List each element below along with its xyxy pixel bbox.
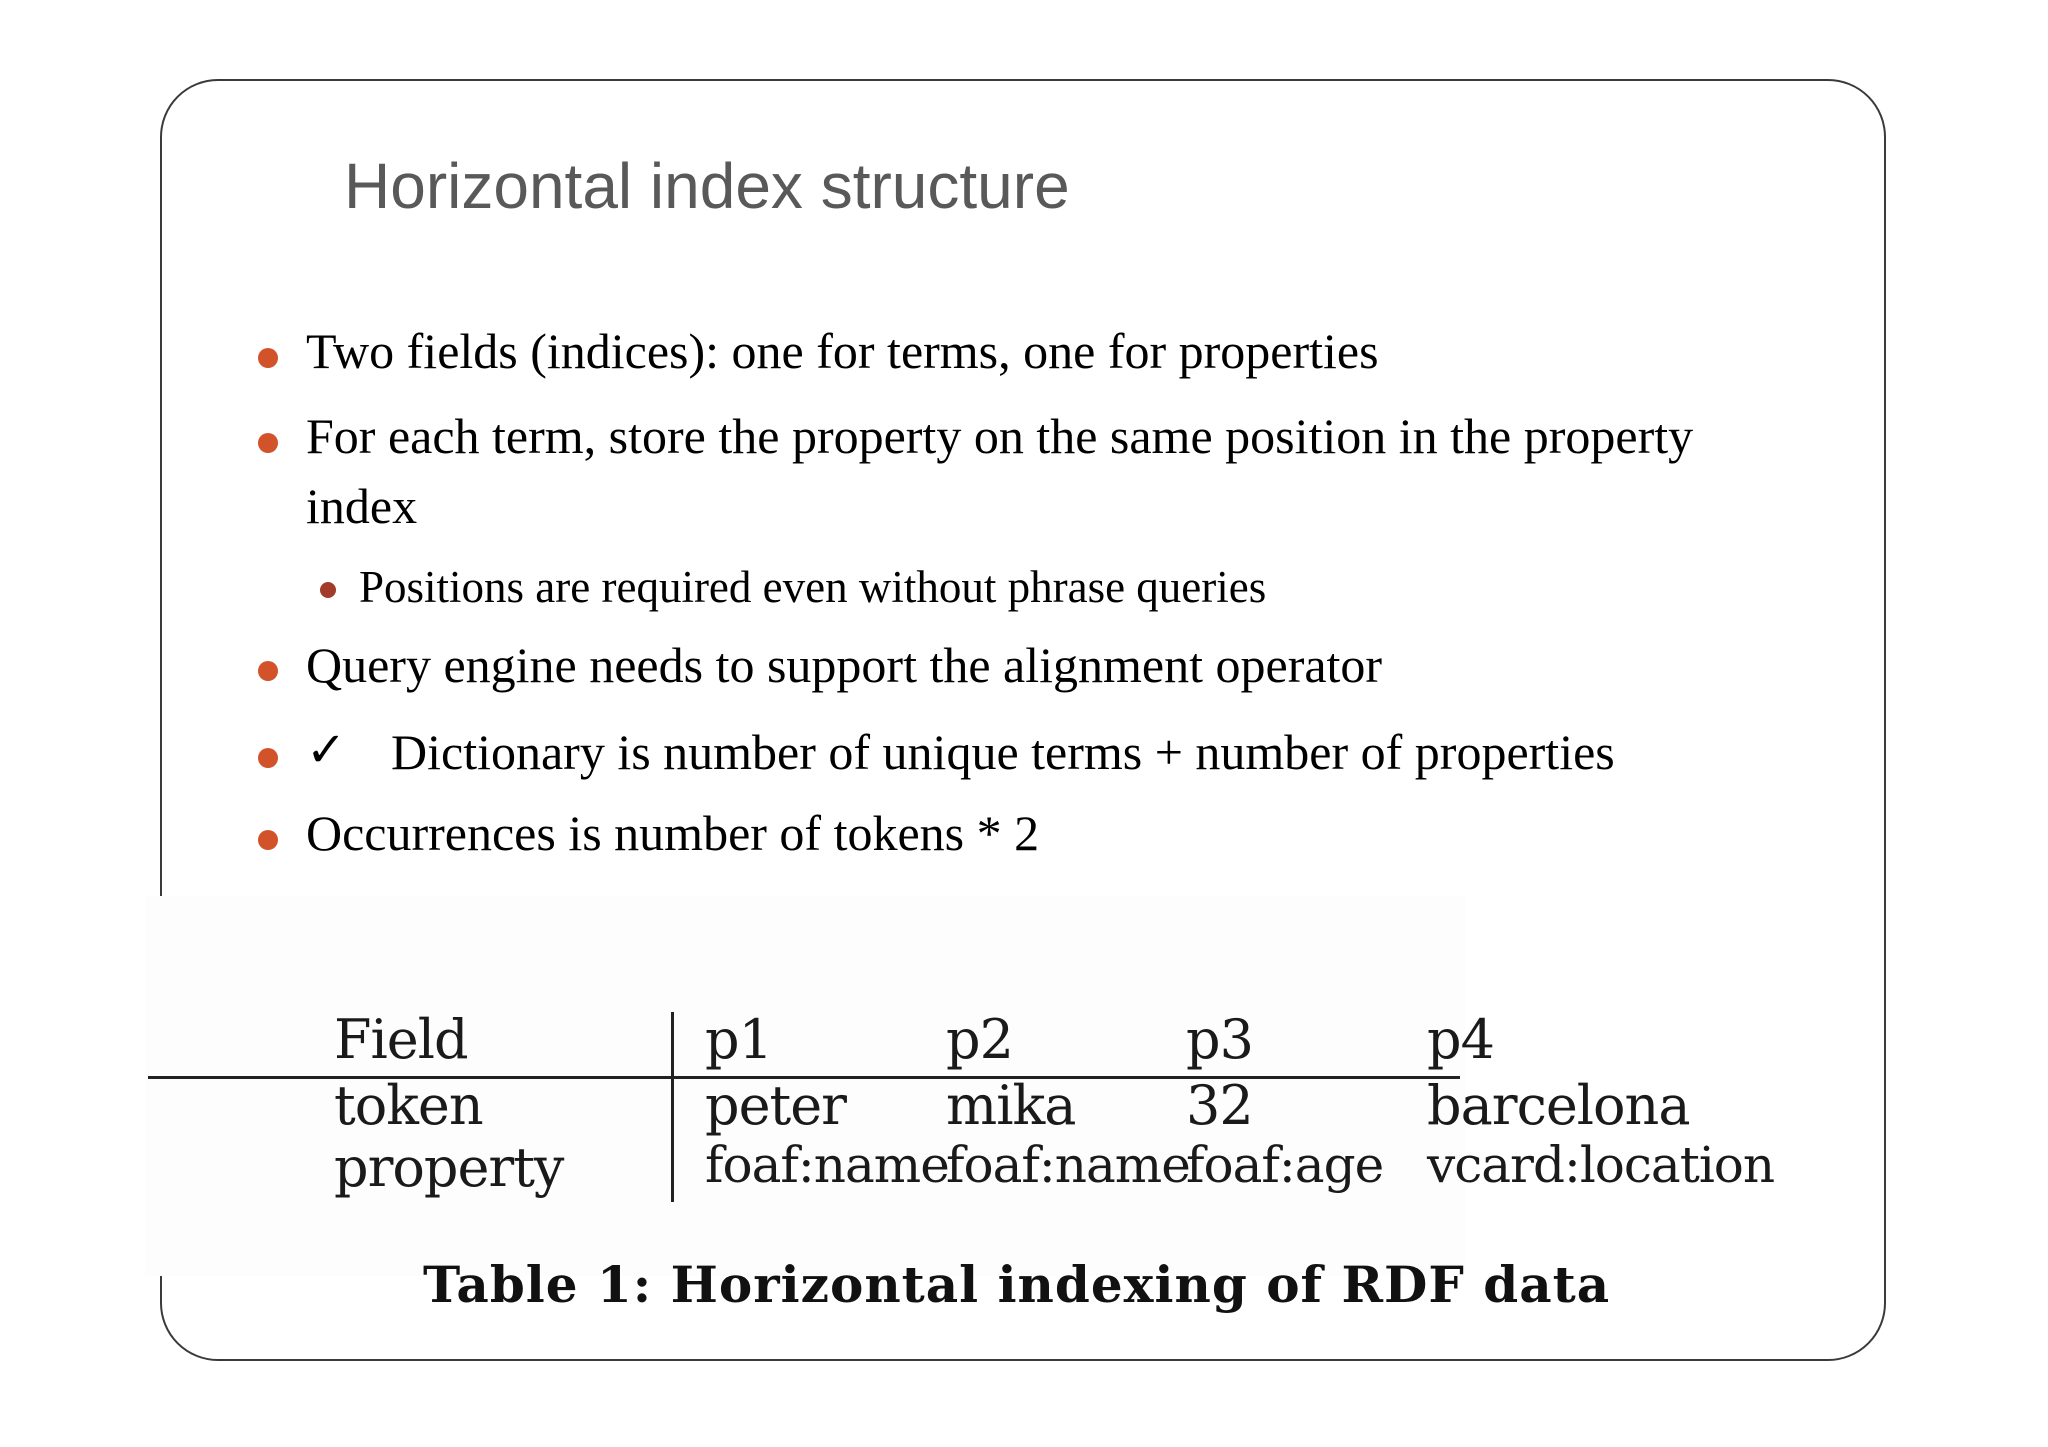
table-cell: peter <box>705 1074 846 1137</box>
bullet-dot-icon <box>258 348 278 368</box>
table-header-p1: p1 <box>705 1008 772 1071</box>
checkmark-icon: ✓ <box>306 722 347 778</box>
table-cell: vcard:location <box>1427 1136 1775 1194</box>
table-cell: foaf:name <box>946 1136 1190 1194</box>
table-cell: foaf:name <box>705 1136 949 1194</box>
table-cell: 32 <box>1186 1074 1253 1137</box>
bullet-dot-icon <box>258 433 278 453</box>
table-cell: property <box>334 1136 564 1199</box>
bullet-dot-icon <box>258 830 278 850</box>
bullet-dot-icon <box>258 661 278 681</box>
bullet-5: Occurrences is number of tokens * 2 <box>306 805 1040 861</box>
slide-title: Horizontal index structure <box>344 150 1070 222</box>
bullet-4: Dictionary is number of unique terms + number of properties <box>391 724 1615 780</box>
sub-bullet-dot-icon <box>320 582 336 598</box>
table-cell: barcelona <box>1427 1074 1690 1137</box>
table-column-rule <box>671 1012 674 1202</box>
table-header-field: Field <box>334 1008 468 1071</box>
bullet-2-continuation: index <box>306 478 418 534</box>
table-header-p2: p2 <box>946 1008 1013 1071</box>
bullet-3: Query engine needs to support the alignment operator <box>306 637 1383 693</box>
table-cell: token <box>334 1074 483 1137</box>
bullet-dot-icon <box>258 748 278 768</box>
sub-bullet-1: Positions are required even without phrase queries <box>359 562 1267 612</box>
table-caption: Table 1: Horizontal indexing of RDF data <box>423 1255 1611 1314</box>
bullet-1: Two fields (indices): one for terms, one for properties <box>306 323 1379 379</box>
table-cell: foaf:age <box>1186 1136 1384 1194</box>
table-header-p3: p3 <box>1186 1008 1253 1071</box>
table-cell: mika <box>946 1074 1076 1137</box>
bullet-2: For each term, store the property on the same position in the property <box>306 408 1694 464</box>
table-header-p4: p4 <box>1427 1008 1494 1071</box>
